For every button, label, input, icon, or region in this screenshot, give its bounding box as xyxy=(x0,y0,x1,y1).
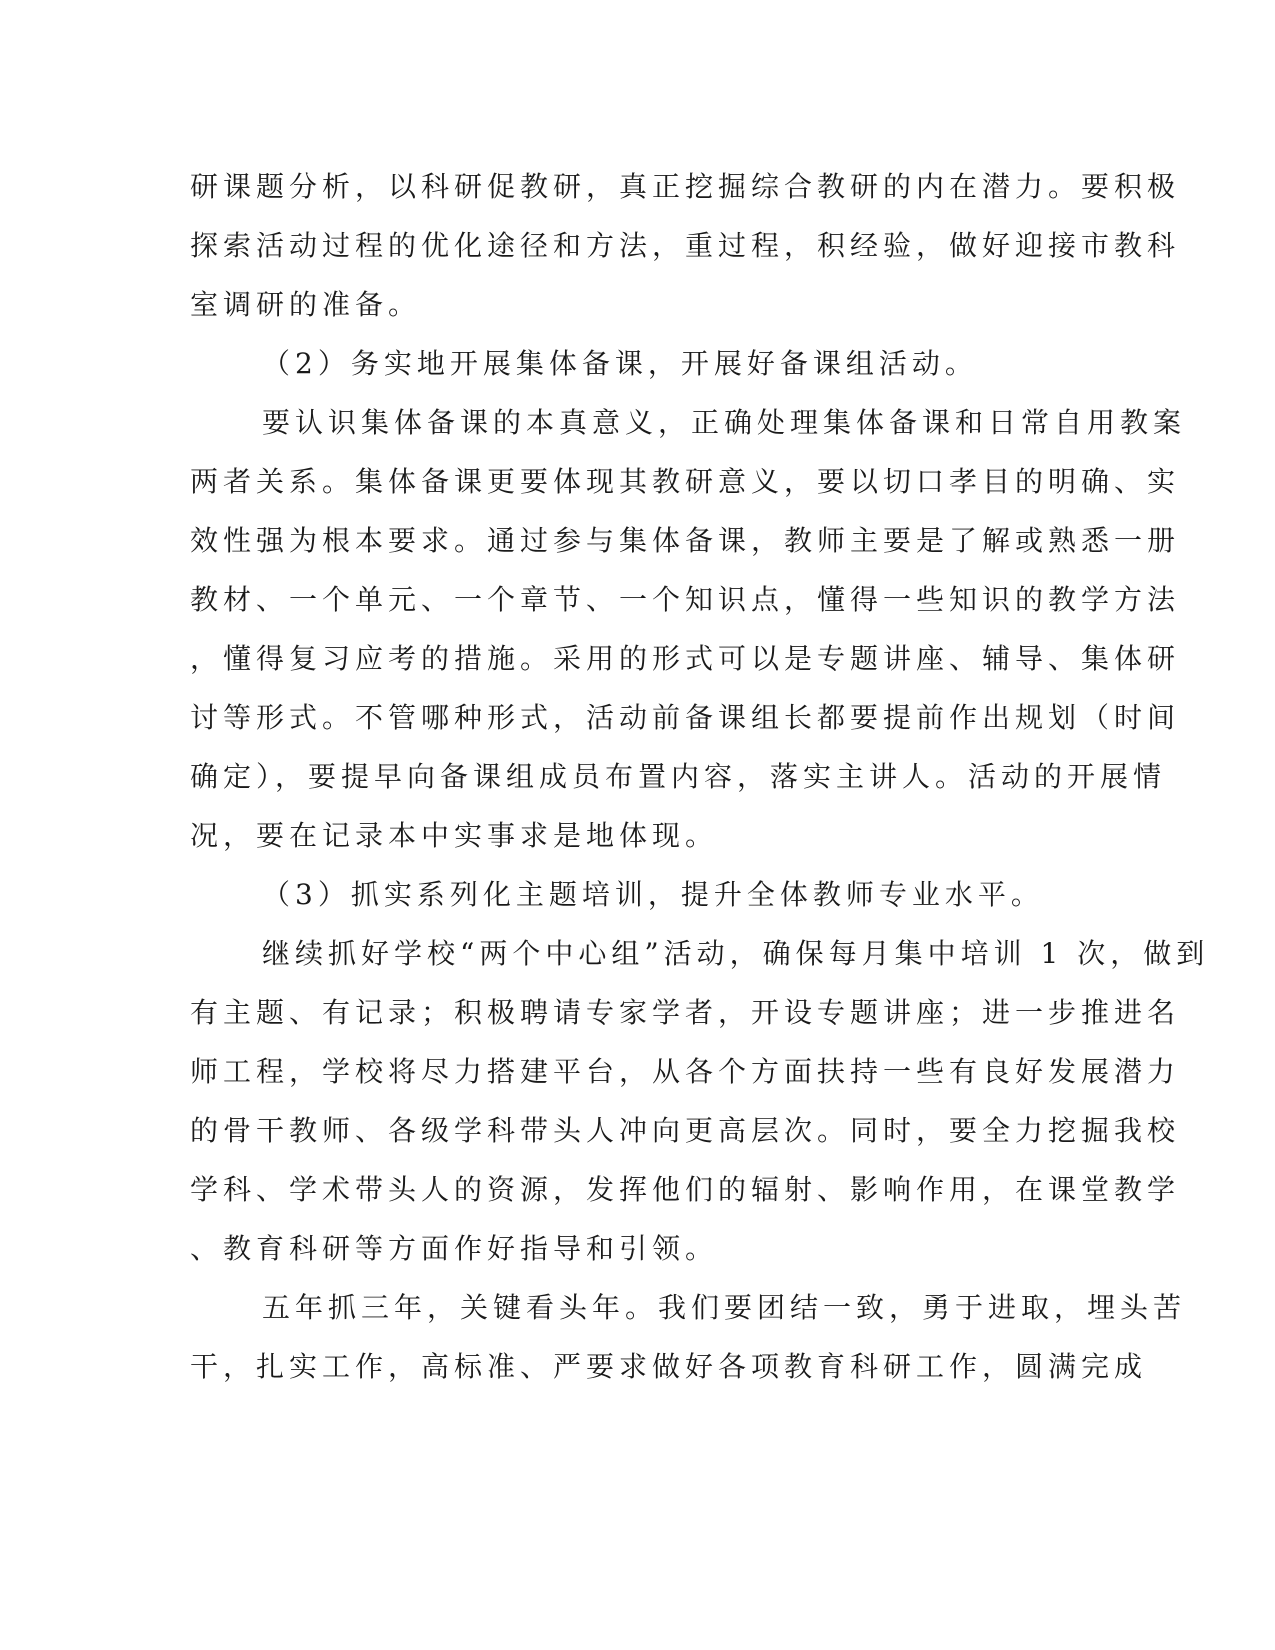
text-line-3: 室调研的准备。 xyxy=(190,288,422,321)
text-line-18: 学科、学术带头人的资源，发挥他们的辐射、影响作用，在课堂教学 xyxy=(190,1173,1181,1206)
text-line-10: 讨等形式。不管哪种形式，活动前备课组长都要提前作出规划（时间 xyxy=(190,701,1181,734)
text-line-2: 探索活动过程的优化途径和方法，重过程，积经验，做好迎接市教科 xyxy=(190,229,1181,262)
text-line-11: 确定），要提早向备课组成员布置内容，落实主讲人。活动的开展情 xyxy=(190,760,1167,793)
text-line-14: 继续抓好学校“两个中心组”活动，确保每月集中培训 1 次，做到 xyxy=(262,937,1210,970)
text-line-15: 有主题、有记录；积极聘请专家学者，开设专题讲座；进一步推进名 xyxy=(190,996,1181,1029)
text-line-7: 效性强为根本要求。通过参与集体备课，教师主要是了解或熟悉一册 xyxy=(190,524,1181,557)
section-heading-3: （3）抓实系列化主题培训，提升全体教师专业水平。 xyxy=(262,878,1044,911)
body-text xyxy=(190,157,1210,1396)
text-line-17: 的骨干教师、各级学科带头人冲向更高层次。同时，要全力挖掘我校 xyxy=(190,1114,1181,1147)
text-line-12: 况，要在记录本中实事求是地体现。 xyxy=(190,819,719,852)
text-line-1: 研课题分析，以科研促教研，真正挖掘综合教研的内在潜力。要积极 xyxy=(190,170,1181,203)
text-line-6: 两者关系。集体备课更要体现其教研意义，要以切口孝目的明确、实 xyxy=(190,465,1181,498)
text-line-9: ，懂得复习应考的措施。采用的形式可以是专题讲座、辅导、集体研 xyxy=(190,642,1181,675)
text-line-16: 师工程，学校将尽力搭建平台，从各个方面扶持一些有良好发展潜力 xyxy=(190,1055,1181,1088)
text-line-21: 干，扎实工作，高标准、严要求做好各项教育科研工作，圆满完成 xyxy=(190,1350,1148,1383)
text-line-20: 五年抓三年，关键看头年。我们要团结一致，勇于进取，埋头苦 xyxy=(262,1291,1187,1324)
text-line-8: 教材、一个单元、一个章节、一个知识点，懂得一些知识的教学方法 xyxy=(190,583,1181,616)
text-line-19: 、教育科研等方面作好指导和引领。 xyxy=(190,1232,719,1265)
text-line-5: 要认识集体备课的本真意义，正确处理集体备课和日常自用教案 xyxy=(262,406,1187,439)
section-heading-2: （2）务实地开展集体备课，开展好备课组活动。 xyxy=(262,347,978,380)
